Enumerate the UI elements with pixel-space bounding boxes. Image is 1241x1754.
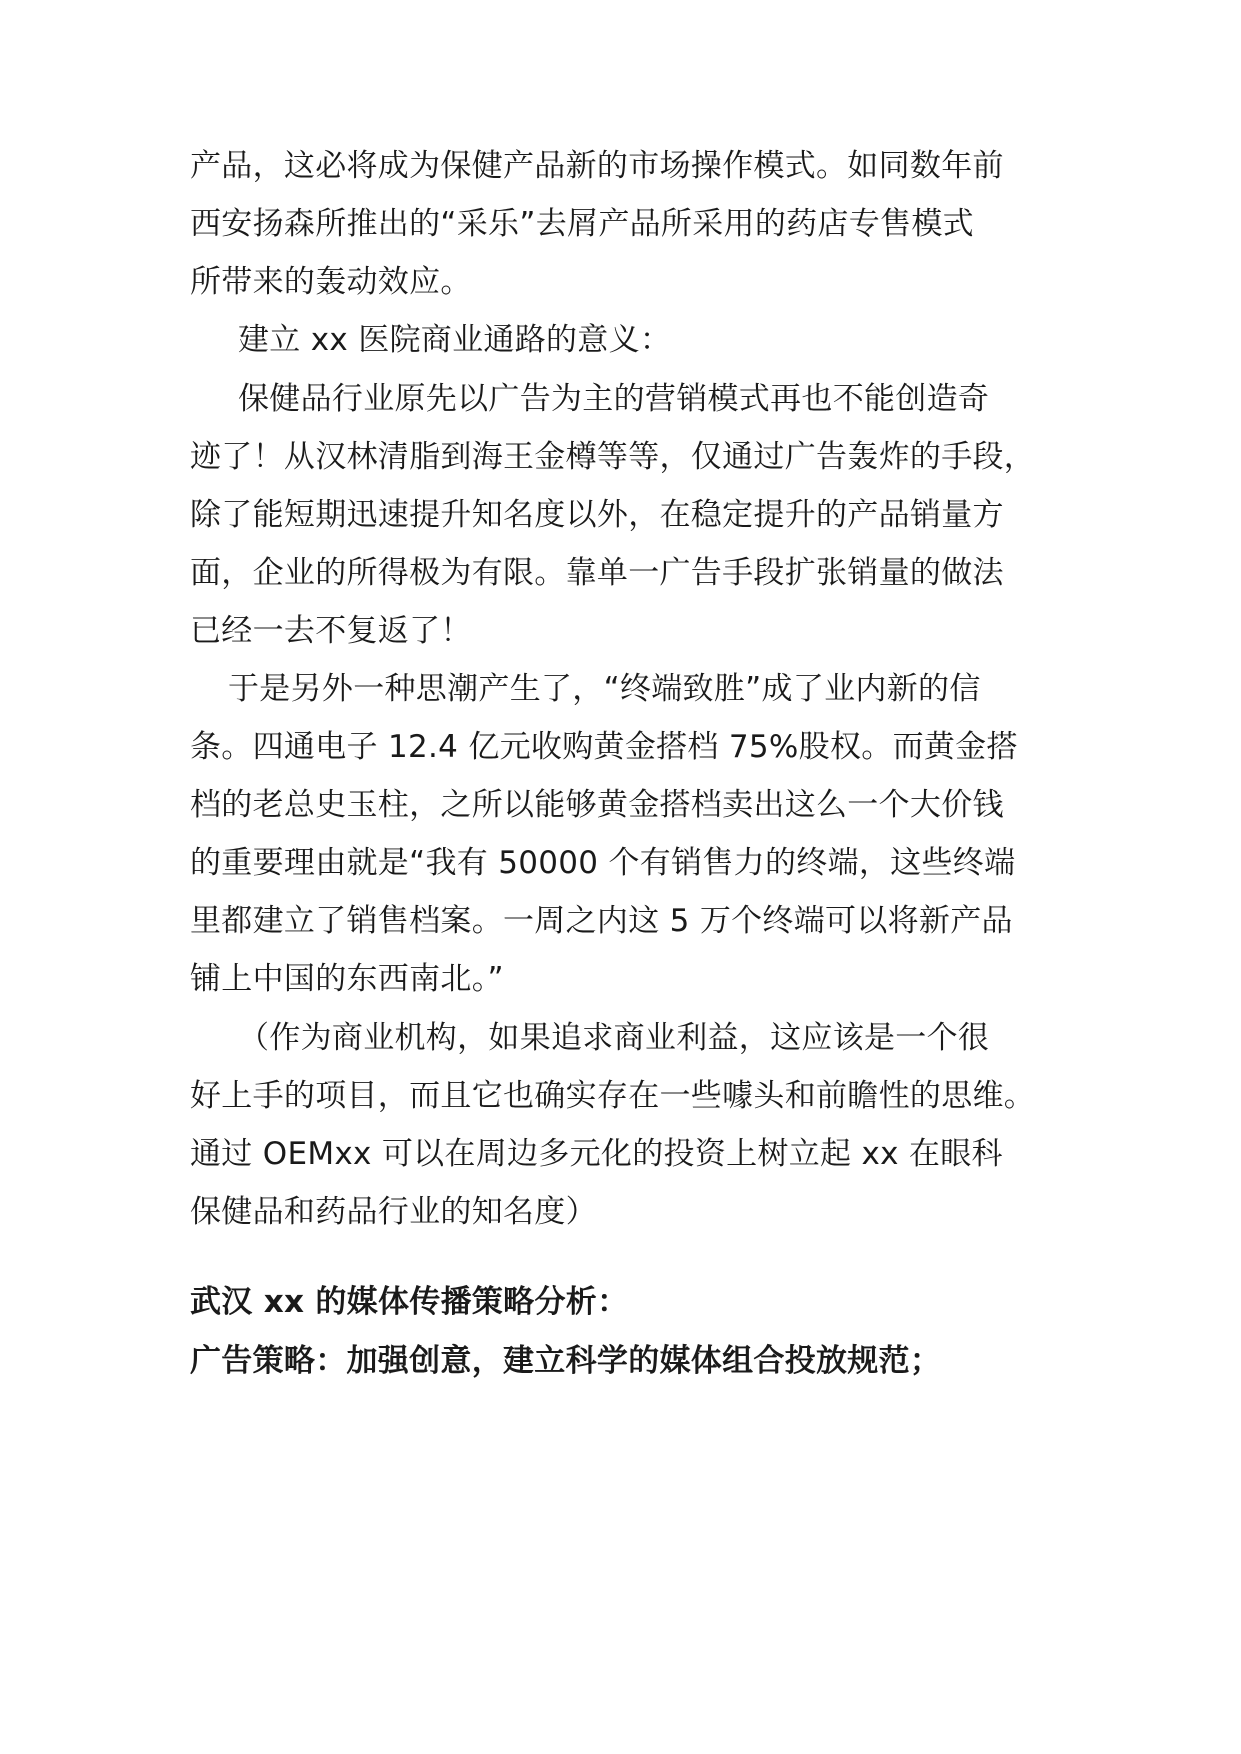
paragraph-3-line-5: 已经一去不复返了！ bbox=[190, 613, 472, 649]
paragraph-4-line-1: 于是另外一种思潮产生了，“终端致胜”成了业内新的信 bbox=[228, 671, 981, 707]
paragraph-1-line-3: 所带来的轰动效应。 bbox=[190, 264, 472, 300]
paragraph-3-line-1: 保健品行业原先以广告为主的营销模式再也不能创造奇 bbox=[238, 381, 990, 417]
paragraph-4-line-5: 里都建立了销售档案。一周之内这 5 万个终端可以将新产品 bbox=[190, 903, 1013, 939]
paragraph-3-line-4: 面，企业的所得极为有限。靠单一广告手段扩张销量的做法 bbox=[190, 555, 1004, 591]
paragraph-3-line-2: 迹了！从汉林清脂到海王金樽等等，仅通过广告轰炸的手段， bbox=[190, 439, 1036, 475]
paragraph-1-line-1: 产品，这必将成为保健产品新的市场操作模式。如同数年前 bbox=[190, 148, 1004, 184]
section-heading-ad-strategy: 广告策略：加强创意，建立科学的媒体组合投放规范； bbox=[190, 1343, 942, 1379]
paragraph-5-line-3: 通过 OEMxx 可以在周边多元化的投资上树立起 xx 在眼科 bbox=[190, 1136, 1003, 1172]
paragraph-4-line-3: 档的老总史玉柱，之所以能够黄金搭档卖出这么一个大价钱 bbox=[190, 787, 1004, 823]
paragraph-1-line-2: 西安扬森所推出的“采乐”去屑产品所采用的药店专售模式 bbox=[190, 206, 974, 242]
paragraph-5-line-1: （作为商业机构，如果追求商业利益，这应该是一个很 bbox=[238, 1020, 990, 1056]
paragraph-4-line-2: 条。四通电子 12.4 亿元收购黄金搭档 75%股权。而黄金搭 bbox=[190, 729, 1018, 765]
paragraph-4-line-6: 铺上中国的东西南北。” bbox=[190, 961, 504, 997]
paragraph-5-line-4: 保健品和药品行业的知名度） bbox=[190, 1194, 597, 1230]
paragraph-2-line-1: 建立 xx 医院商业通路的意义： bbox=[238, 322, 672, 358]
section-heading-media-strategy: 武汉 xx 的媒体传播策略分析： bbox=[190, 1284, 629, 1320]
paragraph-3-line-3: 除了能短期迅速提升知名度以外，在稳定提升的产品销量方 bbox=[190, 497, 1004, 533]
paragraph-5-line-2: 好上手的项目，而且它也确实存在一些噱头和前瞻性的思维。 bbox=[190, 1078, 1036, 1114]
paragraph-4-line-4: 的重要理由就是“我有 50000 个有销售力的终端，这些终端 bbox=[190, 845, 1016, 881]
